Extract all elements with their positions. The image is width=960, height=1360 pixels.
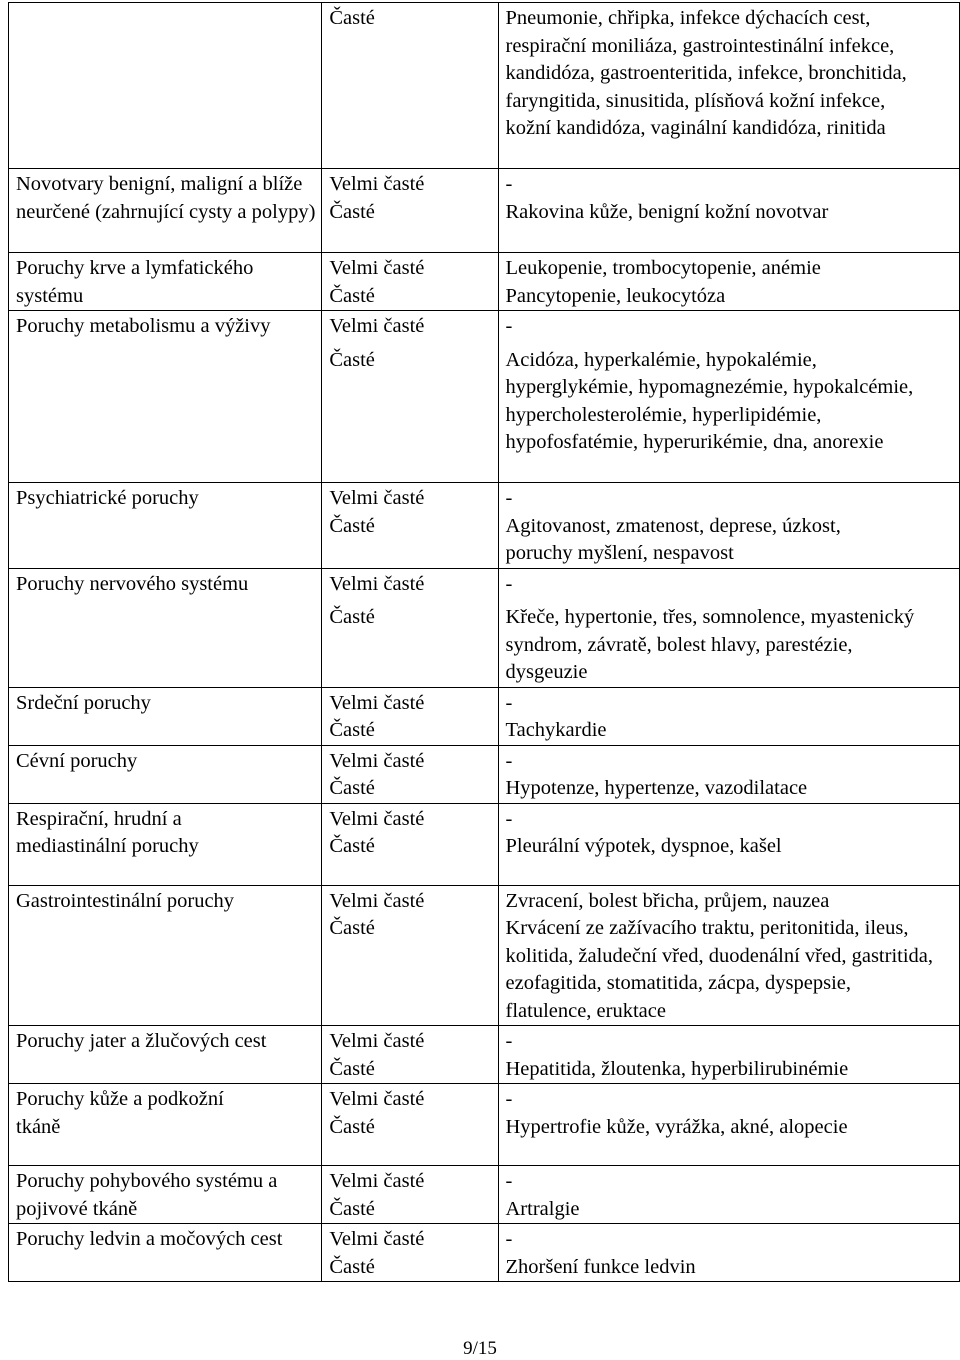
table-row [9, 169, 960, 253]
organ-class-cell: Novotvary benigní, maligní a blíže neurčené (zahrnující cysty a polypy) [9, 169, 322, 253]
frequency-cell: Velmi časté Časté [322, 687, 498, 745]
organ-class-cell: Gastrointestinální poruchy [9, 885, 322, 1026]
effects-cell: - Křeče, hypertonie, třes, somnolence, myastenický syndrom, závratě, bolest hlavy, parestézie, dysgeuzie [498, 568, 960, 687]
organ-class-cell: Poruchy ledvin a močových cest [9, 1224, 322, 1282]
frequency-cell: Velmi časté Časté [322, 169, 498, 253]
effects-cell: Pneumonie, chřipka, infekce dýchacích cest, respirační moniliáza, gastrointestinální infekce, kandidóza, gastroenteritida, infekce, bronchitida, faryngitida, sinusitida, plísňová kožní infekce, kožní kandidóza, vaginální kandidóza, rinitida [498, 3, 960, 169]
frequency-cell: Velmi časté Časté [322, 745, 498, 803]
organ-class-cell: Psychiatrické poruchy [9, 483, 322, 569]
effects-cell: - Acidóza, hyperkalémie, hypokalémie, hyperglykémie, hypomagnezémie, hypokalcémie, hypercholesterolémie, hyperlipidémie, hypofosfatémie, hyperurikémie, dna, anorexie [498, 311, 960, 483]
organ-class-cell: Poruchy metabolismu a výživy [9, 311, 322, 483]
table-row [9, 1026, 960, 1084]
effects-cell: - Hypotenze, hypertenze, vazodilatace [498, 745, 960, 803]
table-row [9, 253, 960, 311]
table-row [9, 687, 960, 745]
frequency-cell: Velmi časté Časté [322, 311, 498, 483]
frequency-cell: Velmi časté Časté [322, 1166, 498, 1224]
organ-class-cell: Poruchy jater a žlučových cest [9, 1026, 322, 1084]
effects-cell: - Pleurální výpotek, dyspnoe, kašel [498, 803, 960, 885]
table-row [9, 885, 960, 1026]
page-number: 9/15 [463, 1338, 497, 1359]
organ-class-cell: Poruchy krve a lymfatického systému [9, 253, 322, 311]
organ-class-cell [9, 3, 322, 169]
table-row [9, 311, 960, 483]
table-row [9, 1224, 960, 1282]
frequency-cell: Velmi časté Časté [322, 483, 498, 569]
effects-cell: - Zhoršení funkce ledvin [498, 1224, 960, 1282]
frequency-cell: Velmi časté Časté [322, 1224, 498, 1282]
frequency-cell: Velmi časté Časté [322, 1084, 498, 1166]
frequency-cell: Velmi časté Časté [322, 885, 498, 1026]
effects-cell: - Hepatitida, žloutenka, hyperbilirubinémie [498, 1026, 960, 1084]
organ-class-cell: Poruchy nervového systému [9, 568, 322, 687]
effects-cell: - Artralgie [498, 1166, 960, 1224]
frequency-cell: Velmi časté Časté [322, 1026, 498, 1084]
table-row [9, 1166, 960, 1224]
effects-cell: Zvracení, bolest břicha, průjem, nauzea Krvácení ze zažívacího traktu, peritonitida, ileus, kolitida, žaludeční vřed, duodenální vřed, gastritida, ezofagitida, stomatitida, zácpa, dyspepsie, flatulence, eruktace [498, 885, 960, 1026]
organ-class-cell: Respirační, hrudní a mediastinální poruchy [9, 803, 322, 885]
table-row [9, 568, 960, 687]
table-row [9, 745, 960, 803]
frequency-cell: Časté [322, 3, 498, 169]
effects-cell: - Rakovina kůže, benigní kožní novotvar [498, 169, 960, 253]
organ-class-cell: Srdeční poruchy [9, 687, 322, 745]
organ-class-cell: Poruchy kůže a podkožní tkáně [9, 1084, 322, 1166]
effects-cell: Leukopenie, trombocytopenie, anémie Pancytopenie, leukocytóza [498, 253, 960, 311]
table-row [9, 3, 960, 169]
organ-class-cell: Poruchy pohybového systému a pojivové tkáně [9, 1166, 322, 1224]
table-row [9, 1084, 960, 1166]
table-row [9, 483, 960, 569]
frequency-cell: Velmi časté Časté [322, 803, 498, 885]
organ-class-cell: Cévní poruchy [9, 745, 322, 803]
adverse-effects-table [8, 2, 960, 1282]
table-row [9, 803, 960, 885]
frequency-cell: Velmi časté Časté [322, 568, 498, 687]
effects-cell: - Tachykardie [498, 687, 960, 745]
effects-cell: - Agitovanost, zmatenost, deprese, úzkost, poruchy myšlení, nespavost [498, 483, 960, 569]
frequency-cell: Velmi časté Časté [322, 253, 498, 311]
effects-cell: - Hypertrofie kůže, vyrážka, akné, alopecie [498, 1084, 960, 1166]
